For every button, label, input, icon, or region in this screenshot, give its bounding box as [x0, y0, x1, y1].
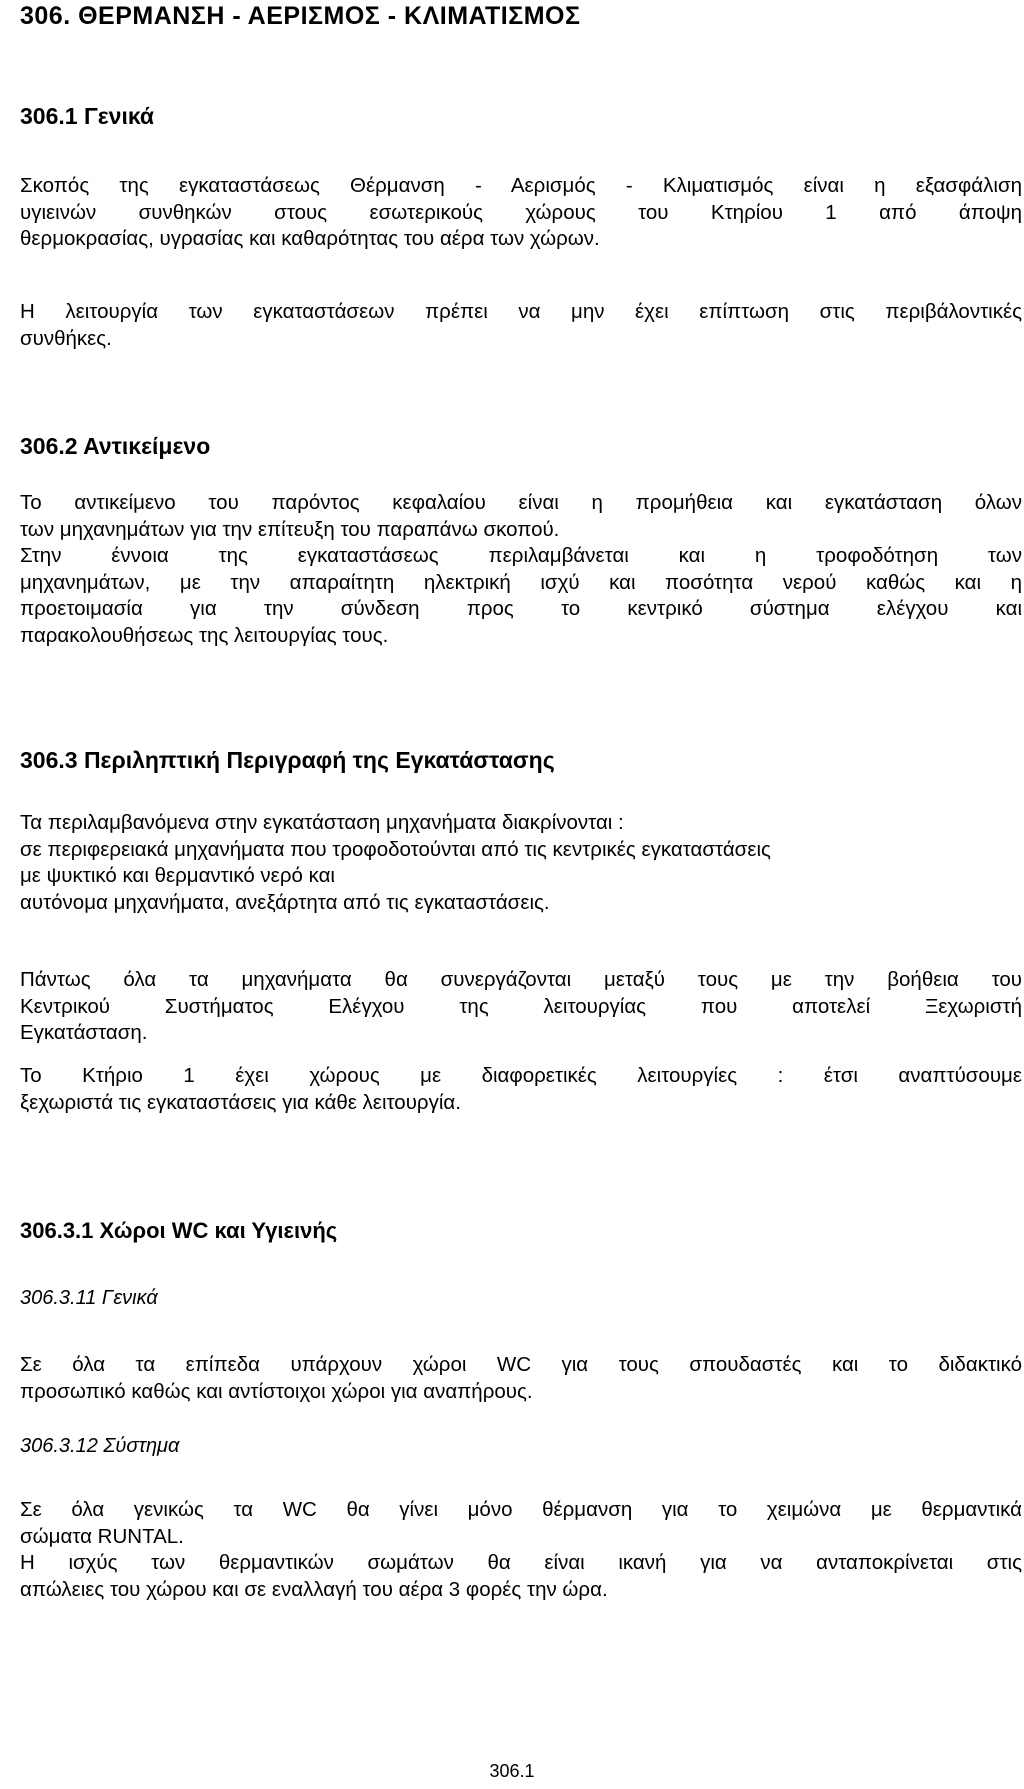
text-line: Το αντικείμενο του παρόντος κεφαλαίου είναι η προμήθεια και εγκατάσταση όλων [20, 491, 1022, 514]
text-line: Σε όλα γενικώς τα WC θα γίνει μόνο θέρμανση για το χειμώνα με θερμαντικά [20, 1498, 1022, 1521]
paragraph-306-1-environment [20, 299, 1022, 352]
section-heading-306-3: 306.3 Περιληπτική Περιγραφή της Εγκατάστασης [20, 747, 555, 773]
paragraph-306-3-12-system [20, 1497, 1022, 1603]
text-line: Το Κτήριο 1 έχει χώρους με διαφορετικές λειτουργίες : έτσι αναπτύσουμε [20, 1064, 1022, 1087]
text-line: Η ισχύς των θερμαντικών σωμάτων θα είναι ικανή για να ανταποκρίνεται στις [20, 1551, 1022, 1574]
text-line: ξεχωριστά τις εγκαταστάσεις για κάθε λειτουργία. [20, 1090, 461, 1114]
paragraph-306-1-purpose [20, 173, 1022, 253]
text-line: Η λειτουργία των εγκαταστάσεων πρέπει να μην έχει επίπτωση στις περιβάλοντικές [20, 300, 1022, 323]
page-number: 306.1 [489, 1761, 535, 1781]
section-heading-306-3-1: 306.3.1 Χώροι WC και Υγιεινής [20, 1218, 338, 1243]
text-line: Τα περιλαμβανόμενα στην εγκατάσταση μηχανήματα διακρίνονται : [20, 811, 624, 834]
paragraph-306-3-cooperation [20, 967, 1022, 1047]
text-line: των μηχανημάτων για την επίτευξη του παραπάνω σκοπού. [20, 517, 560, 541]
text-line: αυτόνομα μηχανήματα, ανεξάρτητα από τις εγκαταστάσεις. [20, 890, 550, 914]
text-line: σώματα RUNTAL. [20, 1524, 184, 1548]
text-line: Σκοπός της εγκαταστάσεως Θέρμανση - Αερισμός - Κλιματισμός είναι η εξασφάλιση [20, 174, 1022, 197]
text-line: προσωπικό καθώς και αντίστοιχοι χώροι για αναπήρους. [20, 1379, 533, 1403]
text-line: με ψυκτικό και θερμαντικό νερό και [20, 864, 335, 887]
document-title: 306. ΘΕΡΜΑΝΣΗ - ΑΕΡΙΣΜΟΣ - ΚΛΙΜΑΤΙΣΜΟΣ [20, 2, 581, 30]
text-line: απώλειες του χώρου και σε εναλλαγή του αέρα 3 φορές την ώρα. [20, 1577, 608, 1601]
text-line: σε περιφερειακά μηχανήματα που τροφοδοτούνται από τις κεντρικές εγκαταστάσεις [20, 837, 771, 861]
text-line: Σε όλα τα επίπεδα υπάρχουν χώροι WC για τους σπουδαστές και το διδακτικό [20, 1353, 1022, 1376]
section-heading-306-1: 306.1 Γενικά [20, 103, 155, 129]
section-heading-306-2: 306.2 Αντικείμενο [20, 433, 211, 459]
paragraph-306-3-building [20, 1063, 1022, 1116]
paragraph-306-3-11-general [20, 1352, 1022, 1405]
subsection-heading-306-3-11: 306.3.11 Γενικά [20, 1287, 158, 1309]
text-line: Πάντως όλα τα μηχανήματα θα συνεργάζονται μεταξύ τους με την βοήθεια του [20, 968, 1022, 991]
text-line: θερμοκρασίας, υγρασίας και καθαρότητας του αέρα των χώρων. [20, 227, 600, 250]
text-line: συνθήκες. [20, 326, 112, 350]
paragraph-306-3-equipment [20, 810, 1022, 916]
subsection-heading-306-3-12: 306.3.12 Σύστημα [20, 1435, 180, 1457]
text-line: προετοιμασία για την σύνδεση προς το κεντρικό σύστημα ελέγχου και [20, 597, 1022, 620]
text-line: μηχανημάτων, με την απαραίτητη ηλεκτρική ισχύ και ποσότητα νερού καθώς και η [20, 570, 1022, 594]
paragraph-306-2-object [20, 490, 1022, 649]
text-line: υγιεινών συνθηκών στους εσωτερικούς χώρους του Κτηρίου 1 από άποψη [20, 200, 1022, 224]
text-line: Στην έννοια της εγκαταστάσεως περιλαμβάνεται και η τροφοδότηση των [20, 544, 1022, 567]
text-line: Κεντρικού Συστήματος Ελέγχου της λειτουργίας που αποτελεί Ξεχωριστή [20, 994, 1022, 1018]
text-line: Εγκατάσταση. [20, 1021, 148, 1044]
text-line: παρακολουθήσεως της λειτουργίας τους. [20, 623, 389, 647]
